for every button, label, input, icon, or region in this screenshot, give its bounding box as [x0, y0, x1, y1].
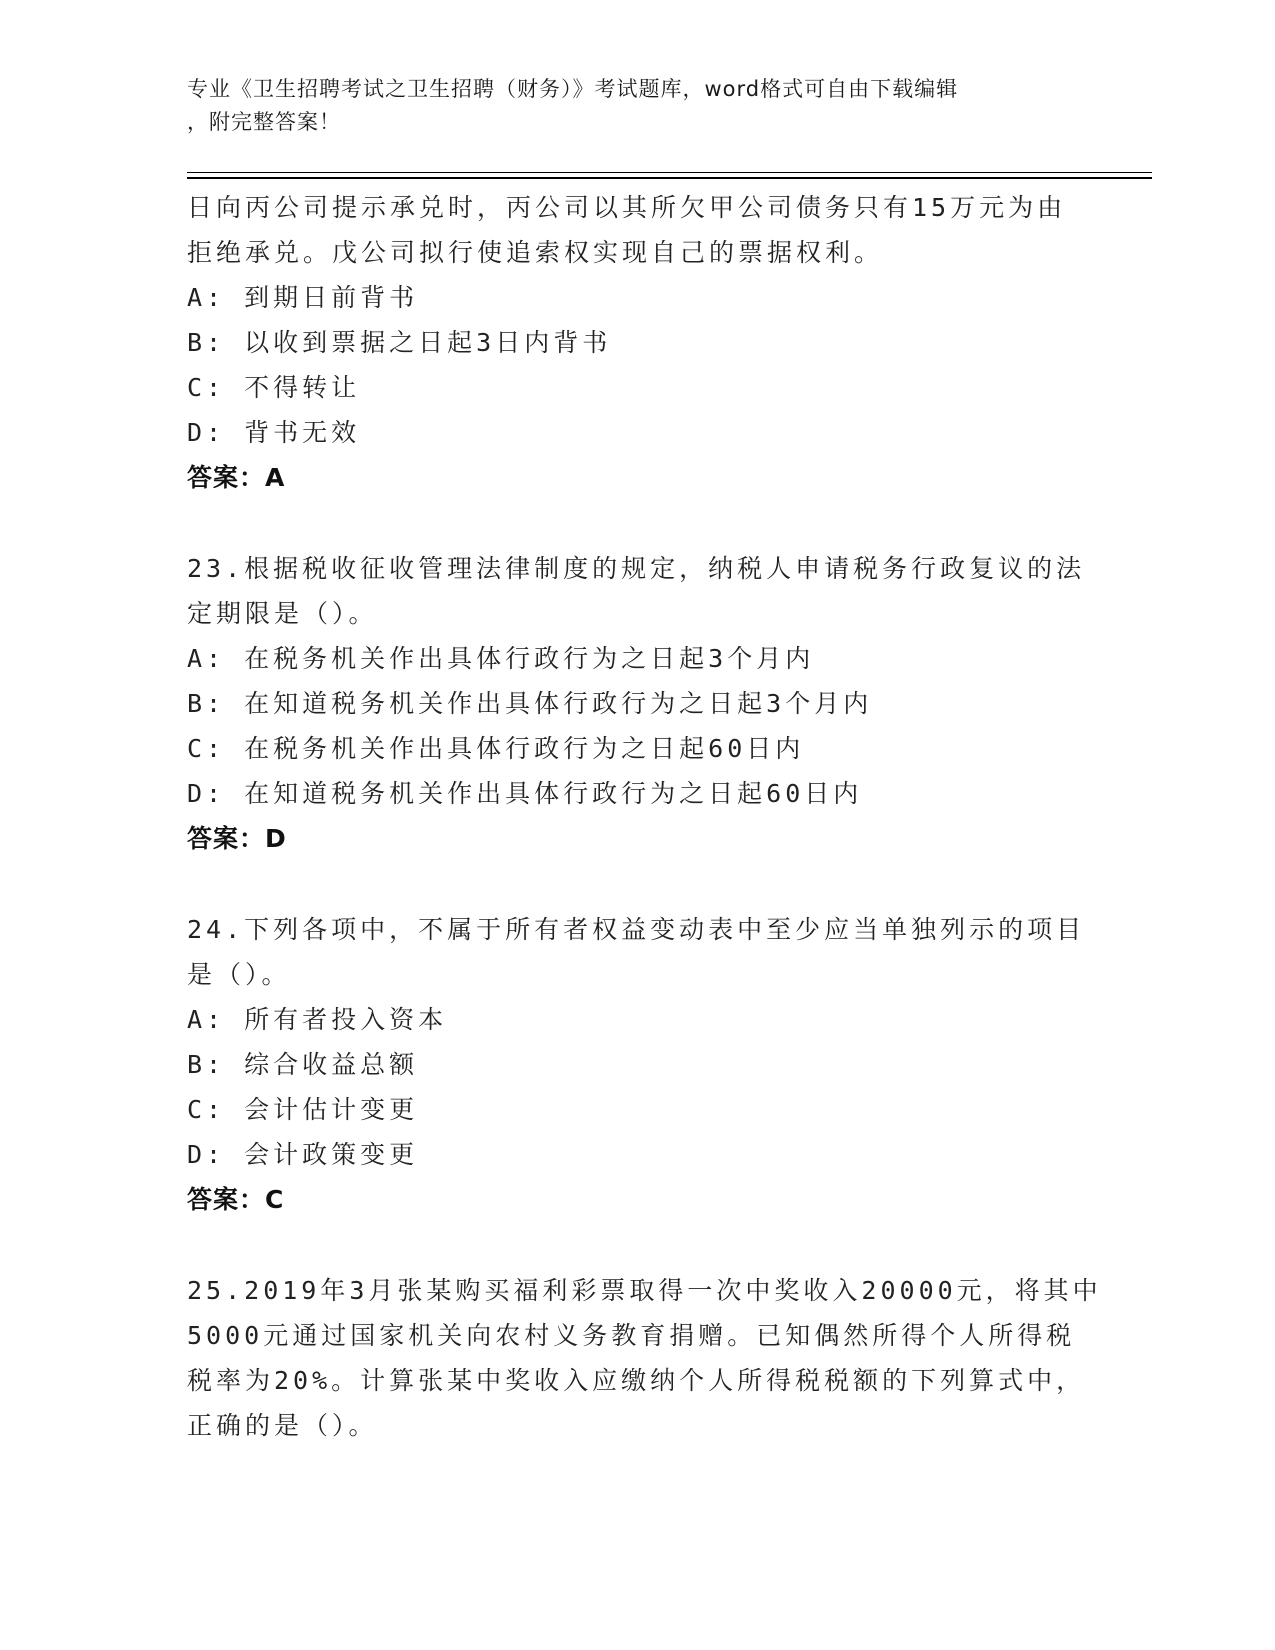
question-content [187, 185, 1102, 1448]
option-b: B: 以收到票据之日起3日内背书 [187, 328, 612, 357]
question-24 [187, 907, 1087, 1222]
option-b: B: 综合收益总额 [187, 1050, 419, 1079]
option-a: A: 到期日前背书 [187, 283, 419, 312]
question-text-line: 5000元通过国家机关向农村义务教育捐赠。已知偶然所得个人所得税 [187, 1321, 1076, 1350]
answer-label: 答案：C [187, 1185, 285, 1214]
question-text-line: 定期限是（）。 [187, 599, 378, 628]
question-text-line: 日向丙公司提示承兑时，丙公司以其所欠甲公司债务只有15万元为由 [187, 193, 1067, 222]
document-header [187, 73, 1067, 139]
option-c: C: 会计估计变更 [187, 1095, 419, 1124]
header-divider-thick [187, 177, 1152, 179]
header-divider-thin [187, 172, 1152, 173]
option-a: A: 所有者投入资本 [187, 1005, 448, 1034]
option-c: C: 不得转让 [187, 373, 361, 402]
answer-label: 答案：D [187, 824, 287, 853]
question-25 [187, 1268, 1102, 1448]
question-text-line: 25.2019年3月张某购买福利彩票取得一次中奖收入20000元，将其中 [187, 1276, 1102, 1305]
question-22-continued [187, 185, 1087, 500]
header-line-2: ，附完整答案！ [187, 110, 341, 134]
option-a: A: 在税务机关作出具体行政行为之日起3个月内 [187, 644, 815, 673]
question-text-line: 税率为20%。计算张某中奖收入应缴纳个人所得税税额的下列算式中， [187, 1366, 1086, 1395]
header-line-1: 专业《卫生招聘考试之卫生招聘（财务）》考试题库，word格式可自由下载编辑 [187, 77, 959, 101]
option-d: D: 会计政策变更 [187, 1140, 419, 1169]
question-text-line: 拒绝承兑。戊公司拟行使追索权实现自己的票据权利。 [187, 238, 884, 267]
question-text-line: 正确的是（）。 [187, 1411, 378, 1440]
answer-label: 答案：A [187, 463, 286, 492]
option-c: C: 在税务机关作出具体行政行为之日起60日内 [187, 734, 805, 763]
question-text-line: 是（）。 [187, 960, 291, 989]
question-text-line: 24.下列各项中，不属于所有者权益变动表中至少应当单独列示的项目 [187, 915, 1086, 944]
option-d: D: 在知道税务机关作出具体行政行为之日起60日内 [187, 779, 863, 808]
option-b: B: 在知道税务机关作出具体行政行为之日起3个月内 [187, 689, 873, 718]
question-23 [187, 546, 1087, 861]
option-d: D: 背书无效 [187, 418, 361, 447]
question-text-line: 23.根据税收征收管理法律制度的规定，纳税人申请税务行政复议的法 [187, 554, 1086, 583]
